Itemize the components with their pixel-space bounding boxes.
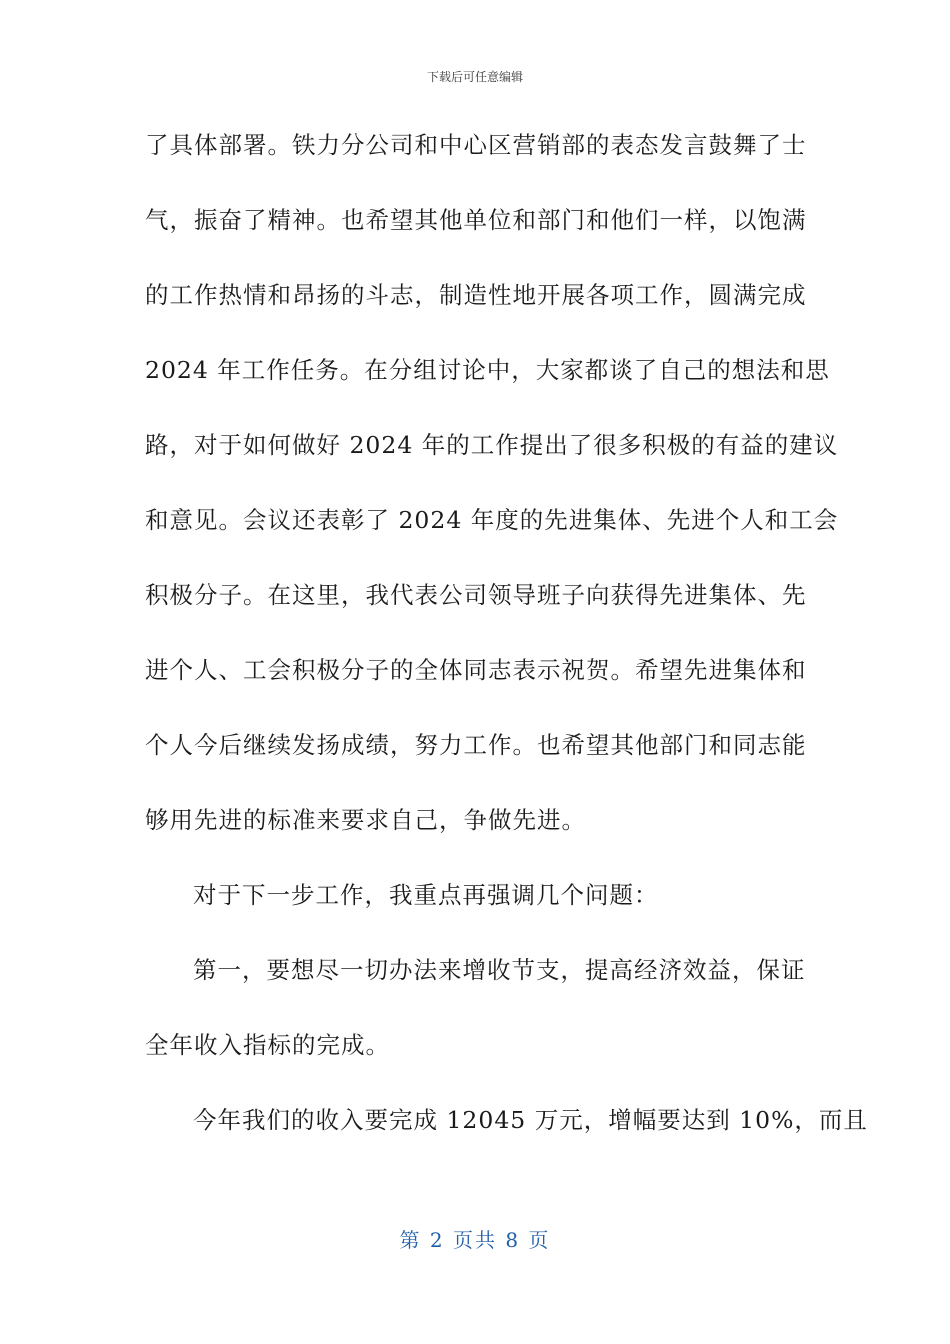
page-number: 第 2 页共 8 页 [399, 1228, 551, 1252]
document-body [145, 123, 868, 1173]
text-line: 个人今后继续发扬成绩，努力工作。也希望其他部门和同志能 [145, 731, 807, 759]
text-line: 今年我们的收入要完成 12045 万元，增幅要达到 10%，而且 [193, 1106, 868, 1134]
text-line: 够用先进的标准来要求自己，争做先进。 [145, 806, 586, 834]
page-footer [0, 1224, 950, 1253]
text-line: 2024 年工作任务。在分组讨论中，大家都谈了自己的想法和思 [145, 356, 830, 384]
text-line: 路，对于如何做好 2024 年的工作提出了很多积极的有益的建议 [145, 431, 839, 459]
text-line: 积极分子。在这里，我代表公司领导班子向获得先进集体、先 [145, 581, 807, 609]
text-line: 了具体部署。铁力分公司和中心区营销部的表态发言鼓舞了士 [145, 131, 807, 159]
text-line: 对于下一步工作，我重点再强调几个问题： [193, 881, 659, 909]
page-header: 下载后可任意编辑 [426, 70, 523, 84]
text-line: 的工作热情和昂扬的斗志，制造性地开展各项工作，圆满完成 [145, 281, 807, 309]
text-line: 和意见。会议还表彰了 2024 年度的先进集体、先进个人和工会 [145, 506, 839, 534]
text-line: 进个人、工会积极分子的全体同志表示祝贺。希望先进集体和 [145, 656, 807, 684]
text-line: 气，振奋了精神。也希望其他单位和部门和他们一样，以饱满 [145, 206, 807, 234]
text-line: 第一，要想尽一切办法来增收节支，提高经济效益，保证 [193, 956, 806, 984]
text-line: 全年收入指标的完成。 [145, 1031, 390, 1059]
